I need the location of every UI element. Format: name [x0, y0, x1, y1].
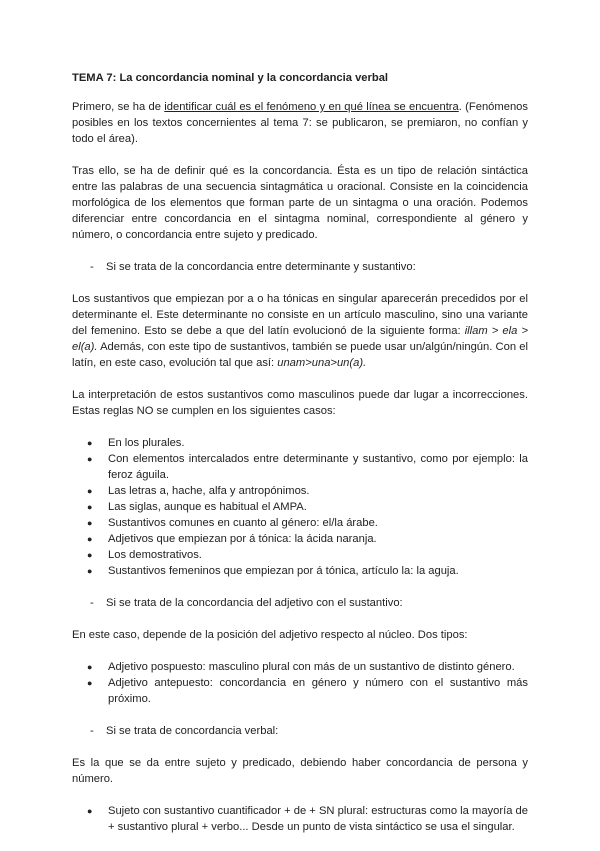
- list-item-text: Adjetivo pospuesto: masculino plural con más de un sustantivo de distinto género.: [108, 661, 515, 673]
- dash-marker: -: [90, 725, 94, 737]
- list-item: [72, 435, 528, 451]
- intro-paragraph: [72, 99, 528, 147]
- sustantivos-paragraph: [72, 291, 528, 371]
- list-item-text: Sustantivos comunes en cuanto al género: el/la árabe.: [108, 517, 378, 529]
- section-heading-text: Si se trata de la concordancia del adjetivo con el sustantivo:: [106, 597, 403, 609]
- latin-evolution-2: unam>una>un(a).: [277, 357, 367, 369]
- document-page: [72, 70, 528, 851]
- section-heading-text: Si se trata de concordancia verbal:: [106, 725, 279, 737]
- list-item-text: Sujeto con sustantivo cuantificador + de + SN plural: estructuras como la mayoría de + sustantivo plural + verbo... Desde un punto de vista sintáctico se usa el singular.: [108, 805, 528, 833]
- bullet-icon: ●: [87, 534, 93, 544]
- section-heading-text: Si se trata de la concordancia entre determinante y sustantivo:: [106, 261, 416, 273]
- bullet-icon: ●: [87, 518, 93, 528]
- bullet-icon: ●: [87, 662, 93, 672]
- adjetivo-paragraph: En este caso, depende de la posición del adjetivo respecto al núcleo. Dos tipos:: [72, 629, 468, 641]
- dash-marker: -: [90, 261, 94, 273]
- bullet-icon: ●: [87, 502, 93, 512]
- list-item-text: Sustantivos femeninos que empiezan por á tónica, artículo la: la aguja.: [108, 565, 459, 577]
- list-item-text: Adjetivo antepuesto: concordancia en género y número con el sustantivo más próximo.: [108, 677, 528, 705]
- list-item: [72, 531, 528, 547]
- verbal-list: [72, 803, 528, 835]
- list-item-text: Las letras a, hache, alfa y antropónimos.: [108, 485, 310, 497]
- section-heading-verbal: [72, 723, 528, 739]
- bullet-icon: ●: [87, 678, 93, 688]
- list-item-text: Las siglas, aunque es habitual el AMPA.: [108, 501, 307, 513]
- document-title: TEMA 7: La concordancia nominal y la concordancia verbal: [72, 72, 389, 84]
- bullet-icon: ●: [87, 454, 93, 464]
- list-item: [72, 563, 528, 579]
- list-item: [72, 499, 528, 515]
- intro-text-end: . (Fenómenos posibles en los textos concernientes al tema 7: se publicaron, se premiaron, no confían y todo el área).: [72, 101, 528, 145]
- bullet-icon: ●: [87, 486, 93, 496]
- definition-paragraph: Tras ello, se ha de definir qué es la concordancia. Ésta es un tipo de relación sintáctica entre las palabras de una secuencia sintagmática u oracional. Consiste en la coincidencia morfológica de los elementos que forman parte de un sintagma o una oración. Podemos diferenciar entre concordancia en el sintagma nominal, correspondiente al género y número, o concordancia entre sujeto y predicado.: [72, 165, 528, 241]
- bullet-icon: ●: [87, 806, 93, 816]
- interpretacion-paragraph: La interpretación de estos sustantivos como masculinos puede dar lugar a incorrecciones. Estas reglas NO se cumplen en los siguientes casos:: [72, 389, 528, 417]
- bullet-icon: ●: [87, 566, 93, 576]
- bullet-icon: ●: [87, 550, 93, 560]
- verbal-paragraph: Es la que se da entre sujeto y predicado, debiendo haber concordancia de persona y número.: [72, 757, 528, 785]
- section-heading-determinante: [72, 259, 528, 275]
- list-item-text: Adjetivos que empiezan por á tónica: la ácida naranja.: [108, 533, 377, 545]
- bullet-icon: ●: [87, 438, 93, 448]
- intro-underlined-text: identificar cuál es el fenómeno y en qué línea se encuentra: [164, 101, 459, 113]
- list-item: [72, 803, 528, 835]
- list-item: [72, 659, 528, 675]
- exceptions-list: [72, 435, 528, 579]
- dash-marker: -: [90, 597, 94, 609]
- list-item: [72, 451, 528, 483]
- list-item: [72, 547, 528, 563]
- section-heading-adjetivo: [72, 595, 528, 611]
- list-item-text: Los demostrativos.: [108, 549, 202, 561]
- sustantivos-text-1: Los sustantivos que empiezan por a o ha tónicas en singular aparecerán precedidos por el determinante el. Este determinante no consiste en un artículo masculino, sino una variante del femenino. Esto se debe a que del latín evolucionó de la siguiente forma:: [72, 293, 528, 337]
- latin-evolution-1: illam > ela > el(a).: [72, 325, 528, 353]
- list-item: [72, 515, 528, 531]
- adjetivo-list: [72, 659, 528, 707]
- list-item: [72, 483, 528, 499]
- list-item: [72, 675, 528, 707]
- intro-text-start: Primero, se ha de: [72, 101, 165, 113]
- list-item-text: Con elementos intercalados entre determinante y sustantivo, como por ejemplo: la feroz águila.: [108, 453, 528, 481]
- list-item-text: En los plurales.: [108, 437, 185, 449]
- sustantivos-text-2: Además, con este tipo de sustantivos, también se puede usar un/algún/ningún. Con el latín, en este caso, evolución tal que así:: [72, 341, 528, 369]
